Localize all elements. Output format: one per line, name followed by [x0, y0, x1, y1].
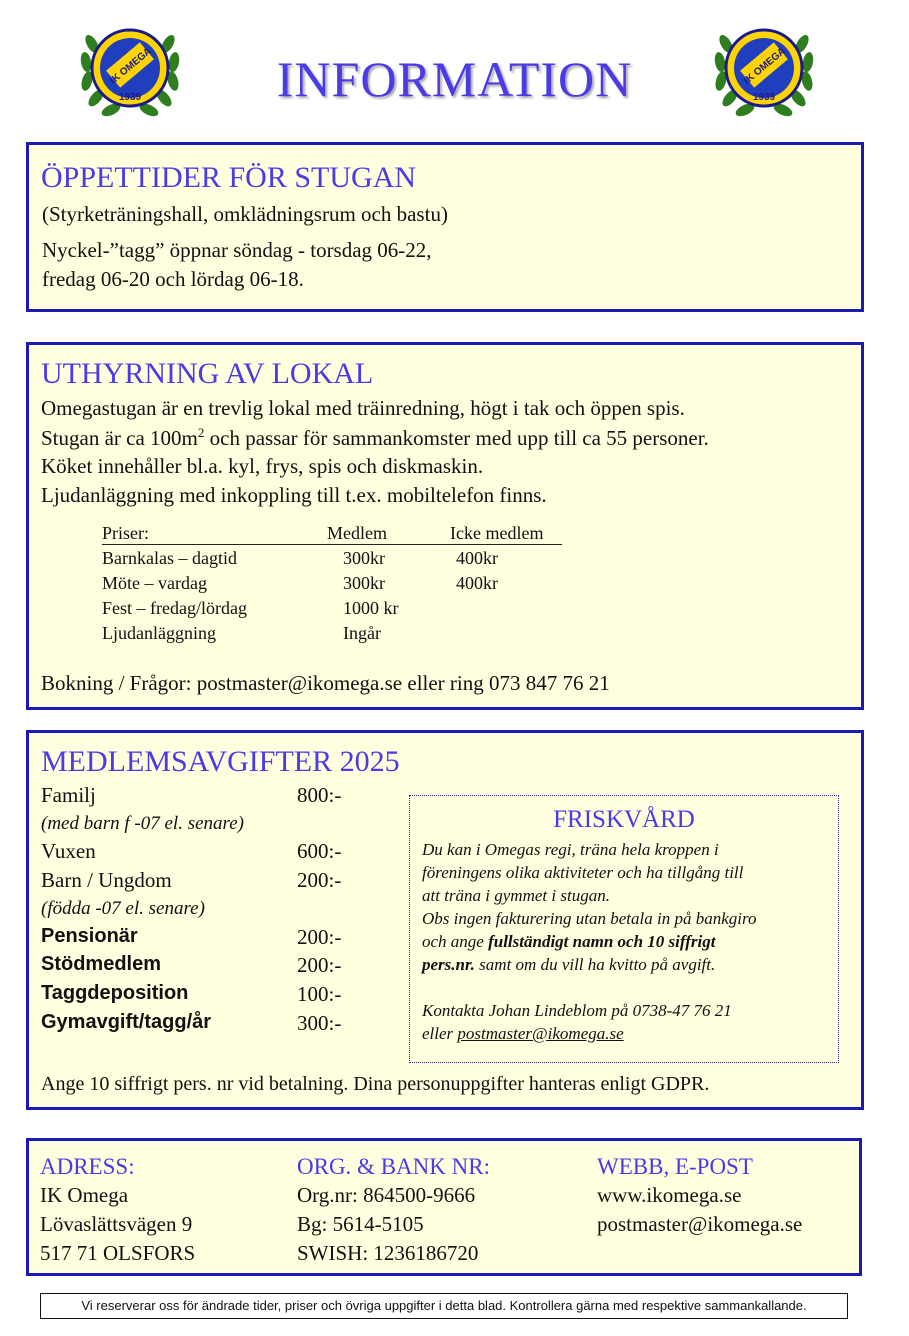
- fees-footer-note: Ange 10 siffrigt pers. nr vid betalning. Dina personuppgifter hanteras enligt GDPR.: [41, 1073, 710, 1095]
- fee-amount: 100:-: [297, 982, 342, 1006]
- price-header-underline: [102, 544, 562, 545]
- rental-paragraph: Ljudanläggning med inkoppling till t.ex. mobiltelefon finns.: [41, 483, 547, 507]
- friskvard-box: [409, 795, 839, 1063]
- address-line: IK Omega: [40, 1183, 129, 1207]
- rental-box: [26, 342, 864, 710]
- fee-label: Gymavgift/tagg/år: [41, 1011, 212, 1033]
- web-email-heading: WEBB, E-POST: [597, 1154, 753, 1179]
- rental-paragraph: Omegastugan är en trevlig lokal med träinredning, högt i tak och öppen spis.: [41, 396, 685, 420]
- friskvard-contact: [422, 1024, 624, 1044]
- price-header-member: Medlem: [327, 523, 387, 543]
- fee-amount: 300:-: [297, 1011, 342, 1035]
- bankgiro-number: Bg: 5614-5105: [297, 1212, 424, 1236]
- fee-amount: 200:-: [297, 868, 342, 892]
- address-line: Lövaslättsvägen 9: [40, 1212, 193, 1236]
- fee-label: Familj: [41, 783, 96, 807]
- rental-title: UTHYRNING AV LOKAL: [41, 357, 374, 390]
- address-heading: ADRESS:: [40, 1154, 135, 1179]
- fee-label: Pensionär: [41, 925, 138, 947]
- fee-note: (med barn f -07 el. senare): [41, 813, 244, 834]
- friskvard-text: Obs ingen fakturering utan betala in på bankgiro: [422, 909, 757, 928]
- opening-hours-line: Nyckel-”tagg” öppnar söndag - torsdag 06-22,: [42, 238, 432, 262]
- contact-box: [26, 1138, 862, 1276]
- booking-info: Bokning / Frågor: postmaster@ikomega.se eller ring 073 847 76 21: [41, 671, 610, 695]
- friskvard-emphasis: pers.nr.: [422, 955, 475, 974]
- fee-label: Taggdeposition: [41, 982, 189, 1004]
- price-row-non-member: 400kr: [456, 548, 498, 568]
- logo-text: IK OMEGA: [108, 45, 154, 87]
- opening-hours-title: ÖPPETTIDER FÖR STUGAN: [41, 161, 417, 194]
- fee-amount: 200:-: [297, 925, 342, 949]
- rental-size-superscript: 2: [197, 425, 205, 440]
- logo-year: 1939: [118, 92, 142, 103]
- friskvard-text: föreningens olika aktiviteter och ha tillgång till: [422, 863, 744, 882]
- opening-hours-line: fredag 06-20 och lördag 06-18.: [42, 267, 304, 291]
- fee-label: Stödmedlem: [41, 953, 162, 975]
- rental-capacity-text: och passar för sammankomster med upp till ca 55 personer.: [204, 426, 709, 450]
- fee-label: Barn / Ungdom: [41, 868, 172, 892]
- price-row-non-member: 400kr: [456, 573, 498, 593]
- opening-hours-subtitle: (Styrketräningshall, omklädningsrum och bastu): [42, 202, 448, 226]
- opening-hours-box: [26, 142, 864, 312]
- friskvard-text: Du kan i Omegas regi, träna hela kroppen i: [422, 840, 719, 859]
- address-line: 517 71 OLSFORS: [40, 1241, 196, 1265]
- rental-paragraph: [41, 425, 709, 451]
- friskvard-text: [422, 932, 715, 952]
- fee-amount: 200:-: [297, 953, 342, 977]
- friskvard-text-part: samt om du vill ha kvitto på avgift.: [474, 955, 716, 974]
- friskvard-text: att träna i gymmet i stugan.: [422, 886, 610, 905]
- page-title: INFORMATION: [276, 51, 633, 107]
- friskvard-title: FRISKVÅRD: [553, 806, 695, 833]
- friskvard-contact: Kontakta Johan Lindeblom på 0738-47 76 21: [422, 1001, 732, 1020]
- address-column: [40, 1153, 195, 1268]
- membership-fees-title: MEDLEMSAVGIFTER 2025: [41, 745, 400, 778]
- fee-amount: 800:-: [297, 783, 342, 807]
- price-row-member: 1000 kr: [343, 598, 399, 618]
- membership-fees-box: [26, 730, 864, 1110]
- logo-text: IK OMEGA: [742, 45, 788, 87]
- friskvard-text-part: eller: [422, 1024, 458, 1043]
- website-link[interactable]: www.ikomega.se: [597, 1183, 742, 1207]
- disclaimer: Vi reserverar oss för ändrade tider, priser och övriga uppgifter i detta blad. Kontrollera gärna med respektive sammankallande.: [40, 1293, 848, 1319]
- price-row-member: 300kr: [343, 548, 385, 568]
- price-row-member: 300kr: [343, 573, 385, 593]
- price-row-label: Ljudanläggning: [102, 623, 216, 643]
- price-row-member: Ingår: [343, 623, 381, 643]
- org-bank-column: [297, 1153, 490, 1268]
- fee-note: (födda -07 el. senare): [41, 898, 205, 919]
- org-bank-heading: ORG. & BANK NR:: [297, 1154, 490, 1179]
- friskvard-text: [422, 955, 715, 975]
- fee-label: Vuxen: [41, 839, 96, 863]
- friskvard-text-part: och ange: [422, 932, 489, 951]
- web-email-column: [597, 1153, 802, 1239]
- fee-amount: 600:-: [297, 839, 342, 863]
- logo-year: 1939: [752, 92, 776, 103]
- rental-paragraph: Köket innehåller bl.a. kyl, frys, spis och diskmaskin.: [41, 454, 484, 478]
- org-number: Org.nr: 864500-9666: [297, 1183, 476, 1207]
- price-row-label: Barnkalas – dagtid: [102, 548, 237, 568]
- price-header-label: Priser:: [102, 523, 149, 543]
- friskvard-emphasis: fullständigt namn och 10 siffrigt: [488, 932, 716, 951]
- price-row-label: Fest – fredag/lördag: [102, 598, 247, 618]
- friskvard-email-link[interactable]: postmaster@ikomega.se: [457, 1024, 624, 1043]
- price-header-non-member: Icke medlem: [450, 523, 544, 543]
- price-row-label: Möte – vardag: [102, 573, 207, 593]
- rental-size-text: Stugan är ca 100m: [41, 426, 198, 450]
- swish-number: SWISH: 1236186720: [297, 1241, 479, 1265]
- email-link[interactable]: postmaster@ikomega.se: [597, 1212, 803, 1236]
